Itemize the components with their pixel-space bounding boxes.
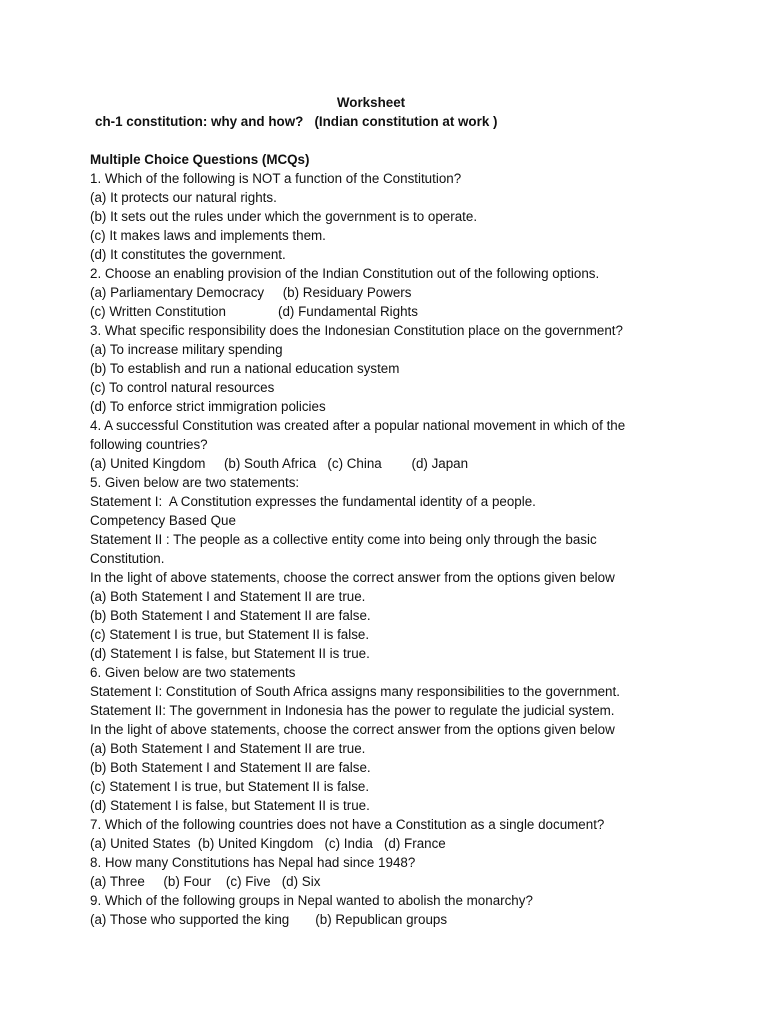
question-list [90, 169, 760, 929]
text-line: In the light of above statements, choose the correct answer from the options given below [90, 722, 615, 737]
text-line: (c) Statement I is true, but Statement II is false. [90, 779, 370, 794]
text-line: (b) To establish and run a national education system [90, 361, 400, 376]
text-line: (a) To increase military spending [90, 342, 283, 357]
text-line: (b) It sets out the rules under which the government is to operate. [90, 209, 478, 224]
text-line: (c) Written Constitution (d) Fundamental Rights [90, 304, 418, 319]
text-line: 8. How many Constitutions has Nepal had since 1948? [90, 855, 416, 870]
mcq-section-heading: Multiple Choice Questions (MCQs) [90, 152, 310, 167]
text-line: (a) Parliamentary Democracy (b) Residuary Powers [90, 285, 412, 300]
text-line: Constitution. [90, 551, 165, 566]
text-line: 9. Which of the following groups in Nepal wanted to abolish the monarchy? [90, 893, 533, 908]
chapter-subtitle: ch-1 constitution: why and how? (Indian constitution at work ) [95, 114, 498, 129]
text-line: 3. What specific responsibility does the Indonesian Constitution place on the government? [90, 323, 623, 338]
text-line: 2. Choose an enabling provision of the Indian Constitution out of the following options. [90, 266, 600, 281]
text-line: (c) To control natural resources [90, 380, 275, 395]
text-line: (a) United States (b) United Kingdom (c) India (d) France [90, 836, 446, 851]
text-line: Statement I: Constitution of South Africa assigns many responsibilities to the government. [90, 684, 620, 699]
text-line: (b) Both Statement I and Statement II are false. [90, 760, 371, 775]
text-line: (a) Both Statement I and Statement II are true. [90, 589, 366, 604]
text-line: Statement II : The people as a collective entity come into being only through the basic [90, 532, 597, 547]
text-line: 7. Which of the following countries does not have a Constitution as a single document? [90, 817, 605, 832]
worksheet-title: Worksheet [336, 95, 406, 110]
text-line: 1. Which of the following is NOT a function of the Constitution? [90, 171, 462, 186]
text-line: (a) It protects our natural rights. [90, 190, 277, 205]
text-line: 6. Given below are two statements [90, 665, 296, 680]
text-line: (a) Both Statement I and Statement II are true. [90, 741, 366, 756]
text-line: 4. A successful Constitution was created after a popular national movement in which of the [90, 418, 626, 433]
text-line: Statement II: The government in Indonesia has the power to regulate the judicial system. [90, 703, 615, 718]
text-line: following countries? [90, 437, 208, 452]
text-line: (a) Three (b) Four (c) Five (d) Six [90, 874, 321, 889]
text-line: (c) Statement I is true, but Statement II is false. [90, 627, 370, 642]
text-line: (a) Those who supported the king (b) Republican groups [90, 912, 448, 927]
text-line: Competency Based Que [90, 513, 236, 528]
text-line: (b) Both Statement I and Statement II are false. [90, 608, 371, 623]
text-line: (d) Statement I is false, but Statement II is true. [90, 798, 370, 813]
text-line: (a) United Kingdom (b) South Africa (c) China (d) Japan [90, 456, 469, 471]
text-line: (c) It makes laws and implements them. [90, 228, 326, 243]
text-line: Statement I: A Constitution expresses the fundamental identity of a people. [90, 494, 536, 509]
text-line: 5. Given below are two statements: [90, 475, 300, 490]
text-line: (d) It constitutes the government. [90, 247, 286, 262]
text-line: (d) Statement I is false, but Statement II is true. [90, 646, 370, 661]
text-line: In the light of above statements, choose the correct answer from the options given below [90, 570, 615, 585]
text-line: (d) To enforce strict immigration policies [90, 399, 326, 414]
